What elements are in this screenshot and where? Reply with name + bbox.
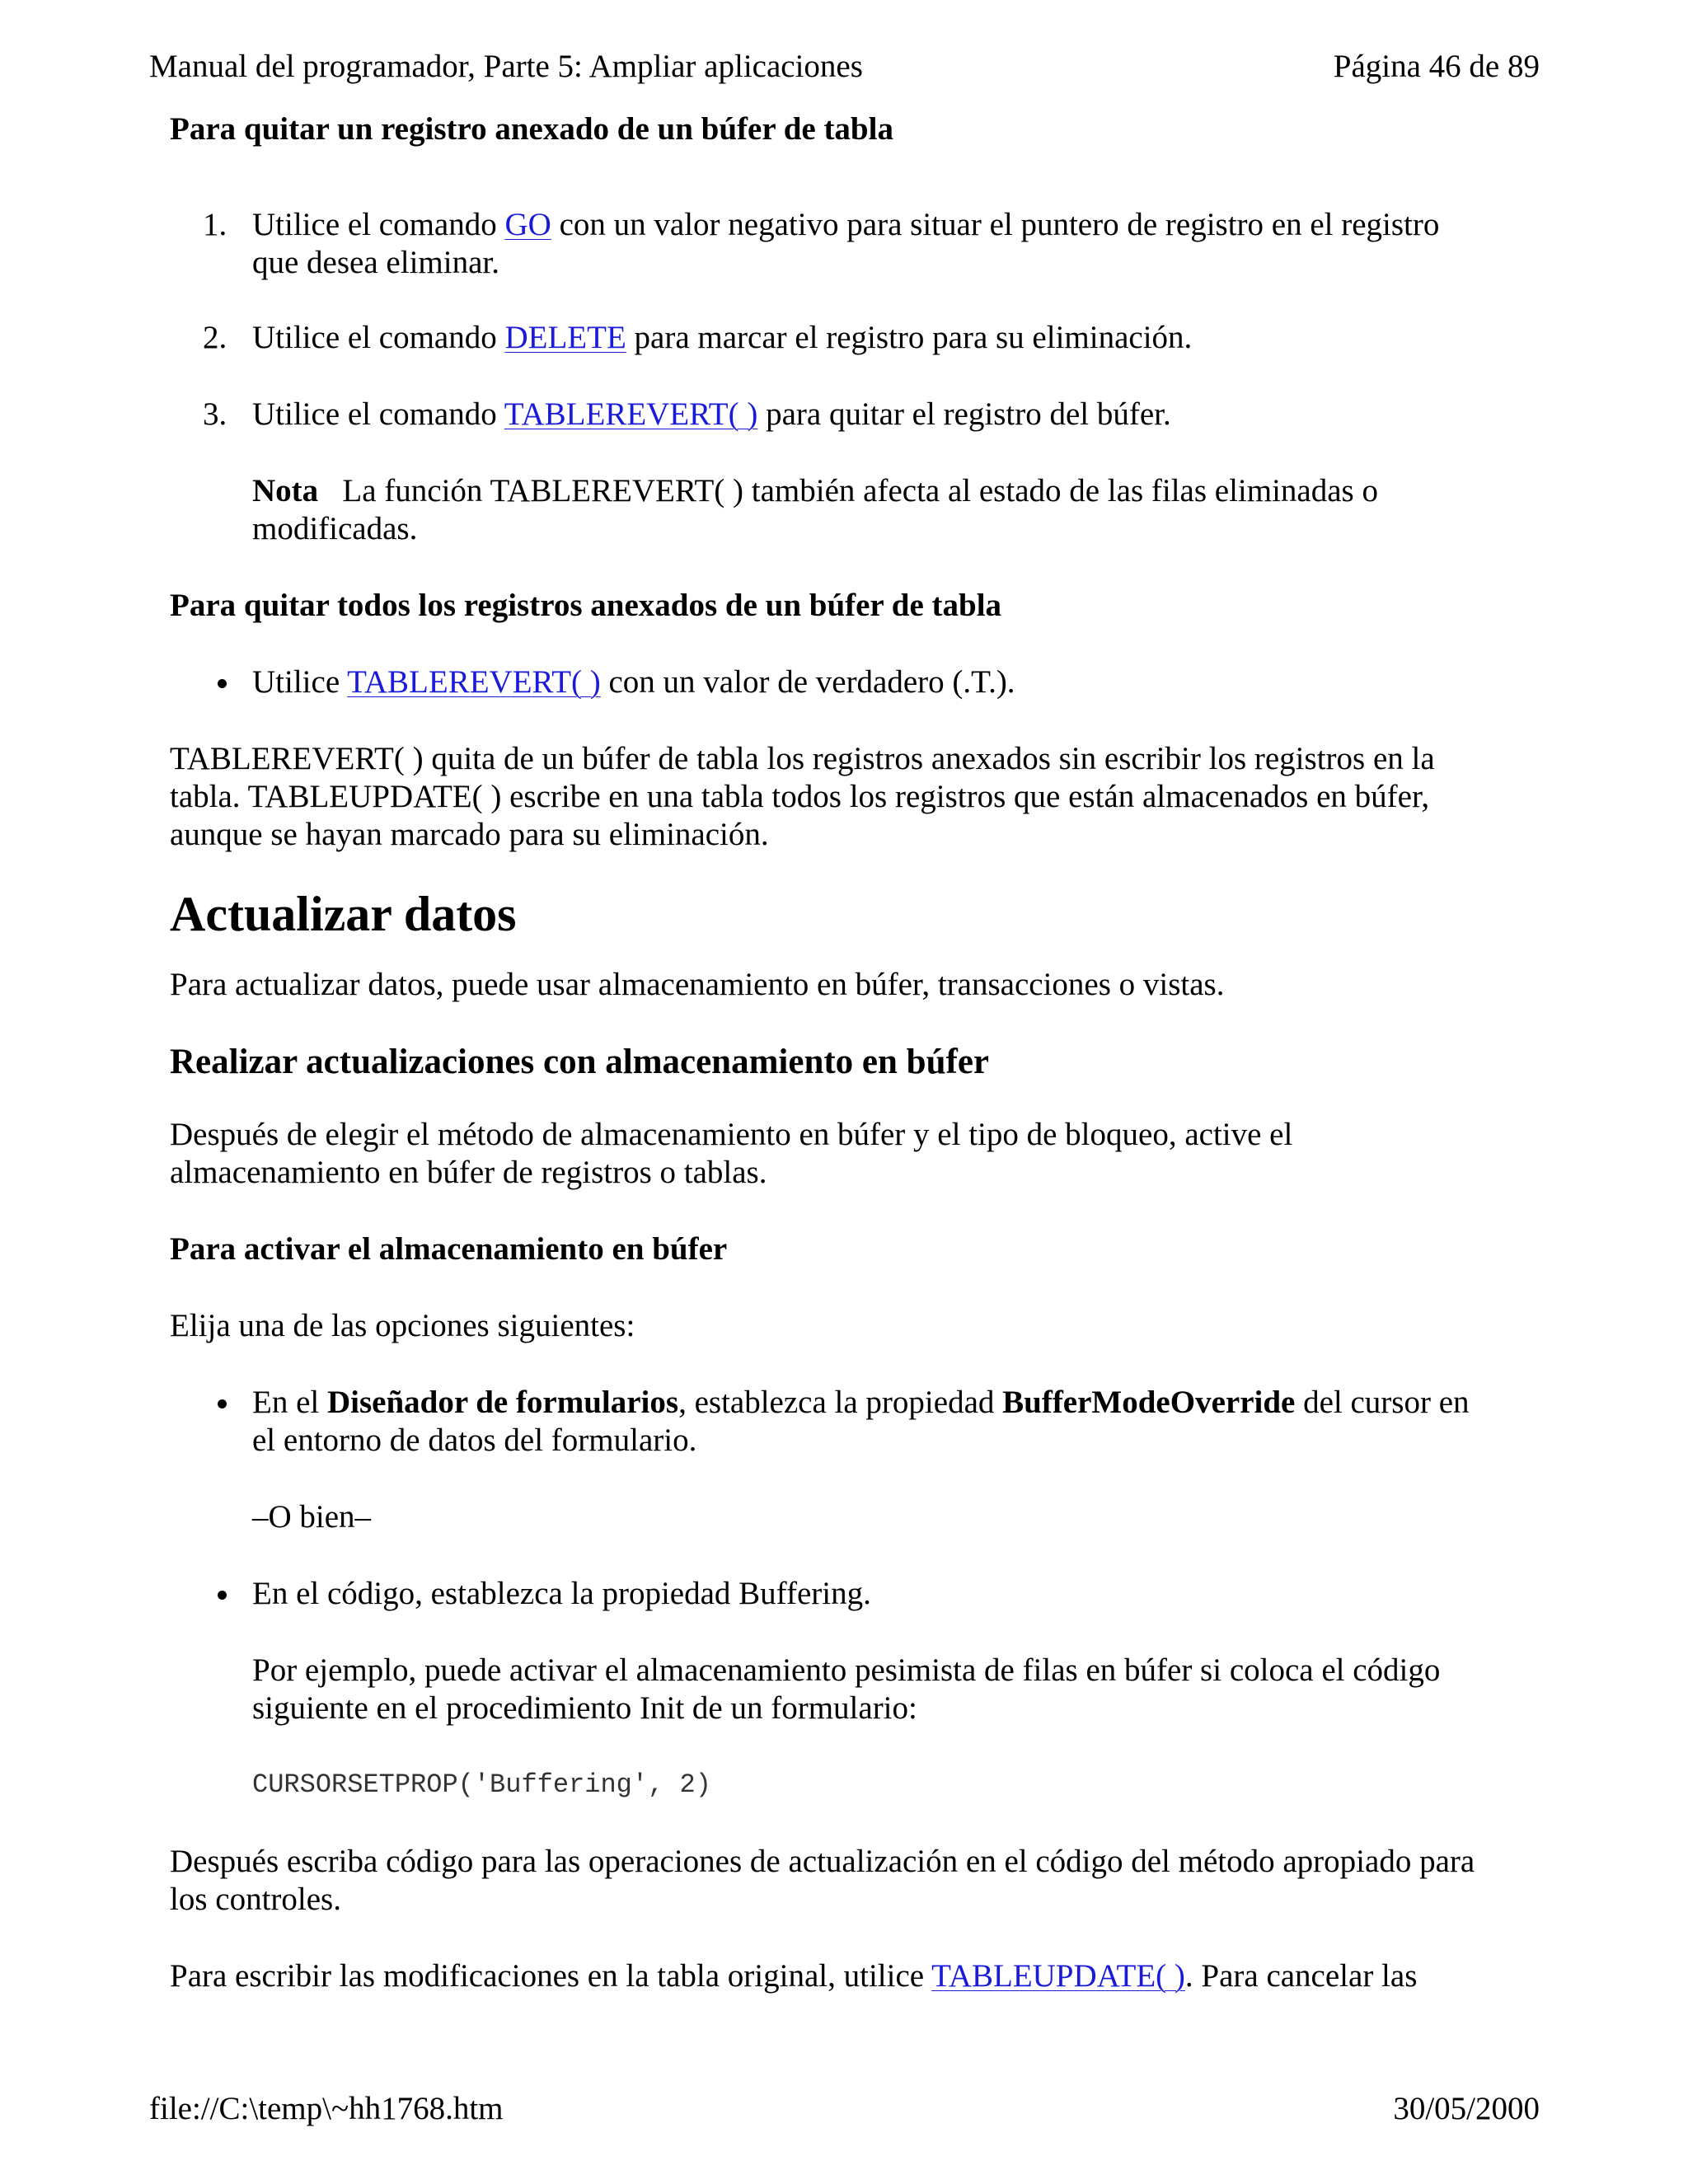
note-text: modificadas. (252, 511, 418, 546)
paragraph (170, 1843, 1538, 1919)
note-text: La función TABLEREVERT( ) también afecta al estado de las filas eliminadas o (342, 473, 1378, 509)
bullet-icon (218, 1399, 227, 1408)
paragraph-line: Después escriba código para las operaciones de actualización en el código del método apropiado para (170, 1844, 1475, 1879)
paragraph-line: Por ejemplo, puede activar el almacenamiento pesimista de filas en búfer si coloca el código (252, 1652, 1441, 1688)
list-item (170, 663, 1538, 701)
print-date: 30/05/2000 (1393, 2091, 1540, 2126)
page-header-title: Manual del programador, Parte 5: Ampliar aplicaciones (149, 49, 863, 84)
step-number: 1. (203, 207, 227, 242)
bullet-text: con un valor de verdadero (.T.). (600, 664, 1015, 700)
bullet-text: En el código, establezca la propiedad Buffering. (252, 1576, 871, 1611)
bullet-icon (218, 679, 227, 688)
bullet-text: , establezca la propiedad (678, 1385, 1003, 1420)
step-text: con un valor negativo para situar el puntero de registro en el registro (551, 207, 1440, 242)
example-paragraph (170, 1652, 1538, 1727)
paragraph-line: tabla. TABLEUPDATE( ) escribe en una tabla todos los registros que están almacenados en búfer, (170, 779, 1430, 814)
page-number: Página 46 de 89 (1333, 49, 1540, 84)
tablerevert-link[interactable]: TABLEREVERT( ) (504, 396, 758, 432)
bold-term: BufferModeOverride (1002, 1385, 1296, 1420)
paragraph (170, 740, 1538, 854)
paragraph (170, 1957, 1538, 1995)
step-number: 2. (203, 320, 227, 355)
paragraph-line: siguiente en el procedimiento Init de un formulario: (252, 1690, 917, 1726)
go-link[interactable]: GO (504, 207, 551, 242)
paragraph (170, 1116, 1538, 1192)
step-text: que desea eliminar. (252, 245, 499, 280)
bold-term: Diseñador de formularios (326, 1385, 679, 1420)
bullet-text: Utilice (252, 664, 348, 700)
bullet-icon (218, 1591, 227, 1600)
list-item (170, 1575, 1538, 1613)
paragraph-line: Para escribir las modificaciones en la tabla original, utilice (170, 1958, 932, 1994)
note (170, 472, 1538, 548)
step-3 (170, 396, 1538, 434)
step-number: 3. (203, 396, 227, 432)
list-item (170, 1384, 1538, 1460)
delete-link[interactable]: DELETE (504, 320, 626, 355)
cutoff-heading (170, 111, 1406, 160)
bullet-text: En el (252, 1385, 327, 1420)
bullet-text: el entorno de datos del formulario. (252, 1422, 697, 1458)
paragraph-line: aunque se hayan marcado para su eliminación. (170, 817, 769, 852)
page-title: Actualizar datos (170, 887, 517, 941)
or-separator: –O bien– (252, 1499, 372, 1535)
paragraph-line: almacenamiento en búfer de registros o tablas. (170, 1155, 767, 1190)
section-heading: Para quitar todos los registros anexados de un búfer de tabla (170, 588, 1002, 623)
paragraph-line: TABLEREVERT( ) quita de un búfer de tabla los registros anexados sin escribir los registros en la (170, 741, 1435, 776)
tablerevert-link[interactable]: TABLEREVERT( ) (347, 664, 601, 700)
paragraph: Elija una de las opciones siguientes: (170, 1308, 635, 1343)
file-path: file://C:\temp\~hh1768.htm (149, 2091, 504, 2126)
step-2 (170, 319, 1538, 357)
step-text: para marcar el registro para su eliminación. (626, 320, 1193, 355)
bullet-text: del cursor en (1295, 1385, 1470, 1420)
procedure-heading: Para activar el almacenamiento en búfer (170, 1231, 728, 1267)
step-text: Utilice el comando (252, 207, 505, 242)
paragraph-line: Después de elegir el método de almacenamiento en búfer y el tipo de bloqueo, active el (170, 1117, 1293, 1152)
note-label: Nota (252, 473, 319, 509)
step-text: Utilice el comando (252, 320, 505, 355)
tableupdate-link[interactable]: TABLEUPDATE( ) (931, 1958, 1185, 1994)
paragraph-line: . Para cancelar las (1184, 1958, 1418, 1994)
step-text: Utilice el comando (252, 396, 504, 432)
step-text: para quitar el registro del búfer. (757, 396, 1171, 432)
cutoff-heading-text: Para quitar un registro anexado de un búfer de tabla (170, 111, 893, 147)
document-body (170, 206, 1538, 1995)
subsection-heading: Realizar actualizaciones con almacenamiento en búfer (170, 1043, 989, 1081)
intro-paragraph: Para actualizar datos, puede usar almacenamiento en búfer, transacciones o vistas. (170, 967, 1225, 1002)
code-sample: CURSORSETPROP('Buffering', 2) (252, 1769, 711, 1800)
paragraph-line: los controles. (170, 1882, 341, 1917)
step-1 (170, 206, 1538, 282)
